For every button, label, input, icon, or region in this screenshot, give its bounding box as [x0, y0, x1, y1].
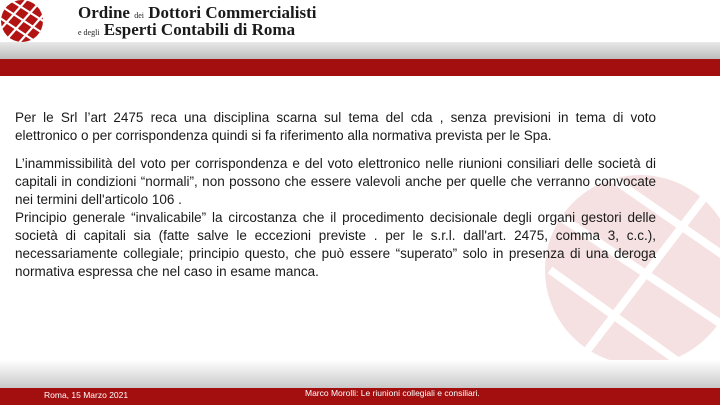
- org-name-line1: Ordine dei Dottori Commercialisti: [78, 3, 317, 22]
- paragraph-srl: Per le Srl l’art 2475 reca una disciplina scarna sul tema del cda , senza previsioni in tema di voto elettronico o per corrispondenza quindi si fa riferimento alla normativa prevista per le Spa.: [15, 110, 656, 143]
- header-red-band: [0, 59, 720, 76]
- globe-logo-icon: [0, 0, 52, 42]
- footer-author: Marco Morolli: Le riunioni collegiali e consiliari.: [305, 388, 480, 398]
- paragraph-principio: Principio generale “invalicabile” la circostanza che il procedimento decisionale degli organi gestori delle società di capitali sia (fatte salve le eccezioni previste . per le s.r.l. dall'art. 2475, comma 3, c.c.), necessariamente collegiale; principio questo, che può essere “superato” solo in presenza di una deroga normativa espressa che nel caso in esame manca.: [15, 210, 656, 279]
- header-gray-band: [0, 42, 720, 59]
- header: [0, 0, 720, 42]
- footer-date: Roma, 15 Marzo 2021: [44, 390, 129, 400]
- footer-bar: [0, 388, 720, 405]
- footer-gradient: [0, 360, 720, 388]
- org-name-line2: e degli Esperti Contabili di Roma: [78, 20, 296, 39]
- slide-body: [15, 109, 656, 281]
- paragraph-inammissibilita: L’inammissibilità del voto per corrispondenza e del voto elettronico nelle riunioni consiliari delle società di capitali in condizioni “normali”, non possono che essere valevoli anche per quelle che verranno convocate nei termini dell'articolo 106 .: [15, 156, 656, 207]
